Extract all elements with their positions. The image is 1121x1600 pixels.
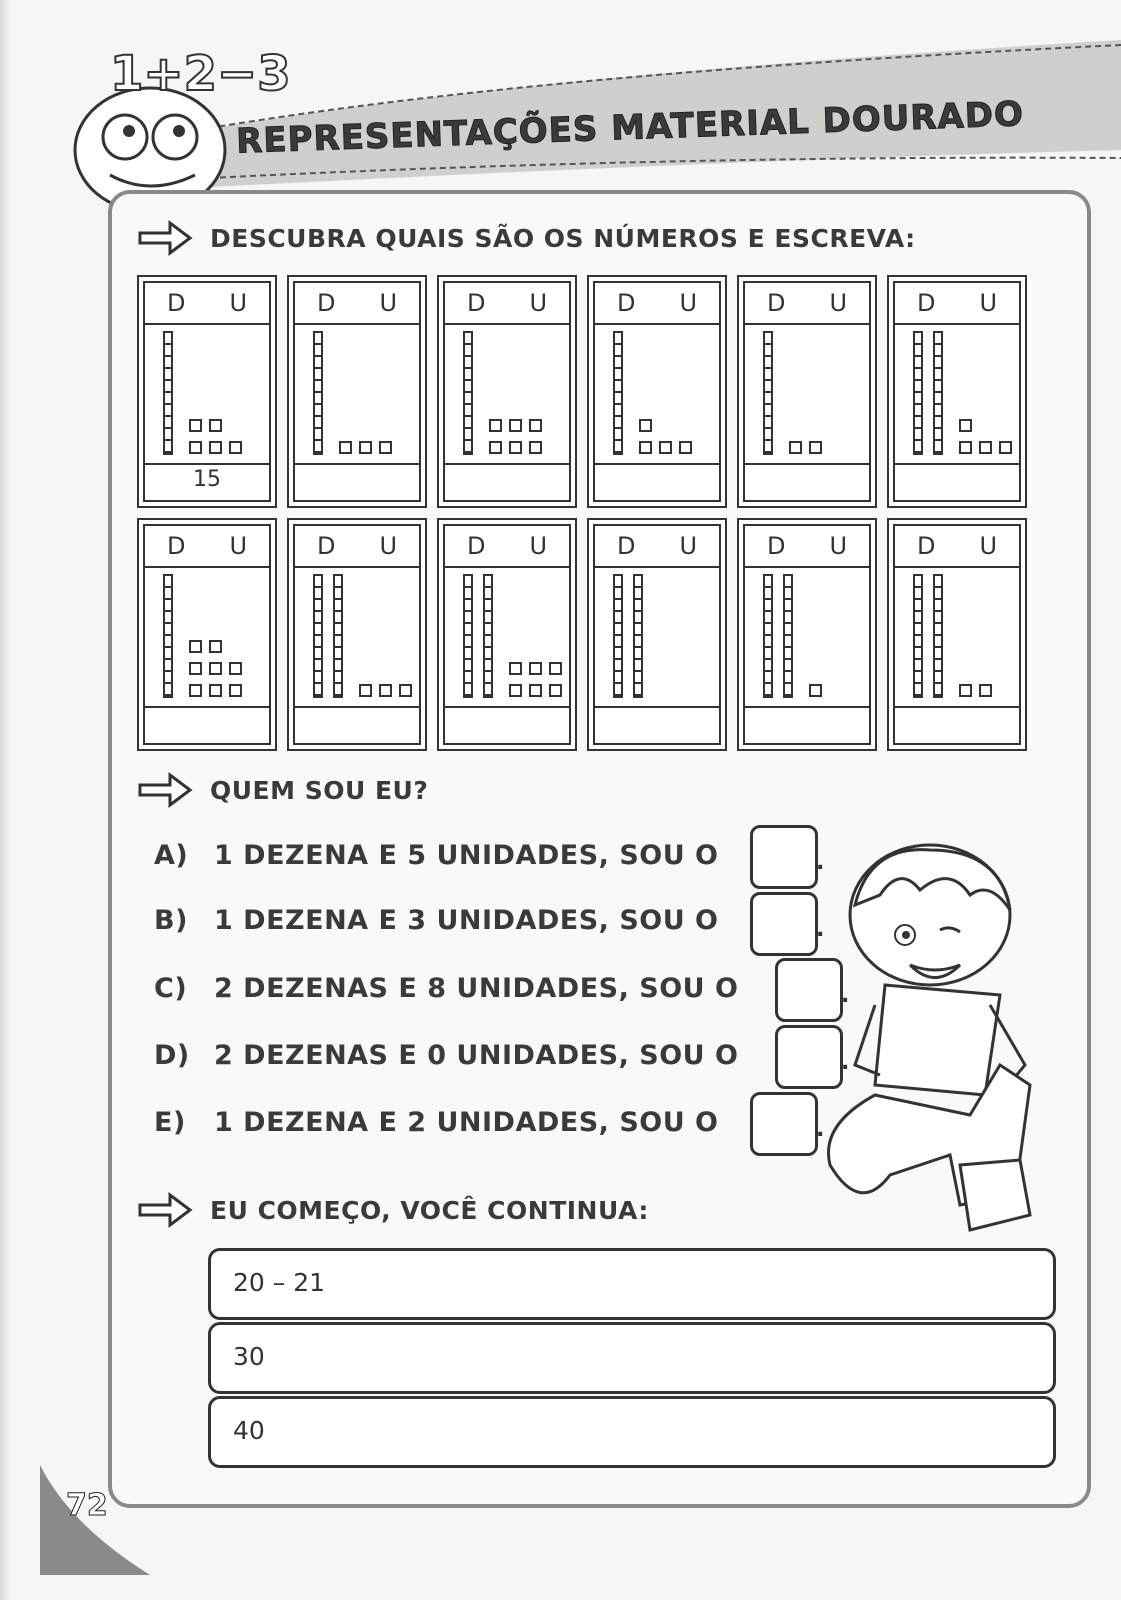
card-header: [145, 526, 269, 568]
unit-cube: [979, 684, 992, 697]
ten-rod: [163, 331, 173, 455]
column-tens-label: D: [766, 532, 786, 560]
question-letter: A): [154, 840, 189, 871]
unit-cube: [979, 441, 992, 454]
card-header: [745, 283, 869, 325]
section-title-quem-sou-eu: QUEM SOU EU?: [210, 776, 429, 805]
card-header: [595, 526, 719, 568]
column-tens-label: D: [616, 532, 636, 560]
answer-field[interactable]: [295, 702, 419, 743]
card-frame: [143, 524, 271, 745]
sequence-start: 30: [233, 1342, 265, 1371]
sequence-row[interactable]: [208, 1396, 1056, 1468]
blocks-area: [295, 568, 419, 708]
number-card: [737, 518, 877, 751]
question-text: 1 DEZENA E 3 UNIDADES, SOU O: [214, 905, 719, 936]
card-header: [295, 283, 419, 325]
page-title: REPRESENTAÇÕES MATERIAL DOURADO: [235, 94, 1025, 162]
unit-cube: [509, 419, 522, 432]
unit-cube: [229, 441, 242, 454]
question-letter: C): [154, 973, 188, 1004]
ten-rod: [933, 331, 943, 455]
answer-value: 15: [193, 467, 221, 492]
column-units-label: U: [829, 532, 848, 560]
answer-field[interactable]: [595, 702, 719, 743]
answer-field[interactable]: [745, 702, 869, 743]
card-frame: [743, 524, 871, 745]
number-card: [887, 518, 1027, 751]
column-tens-label: D: [316, 532, 336, 560]
period: .: [841, 1050, 850, 1075]
ten-rod: [313, 574, 323, 698]
period: .: [816, 917, 825, 942]
ten-rod: [913, 331, 923, 455]
blocks-area: [445, 568, 569, 708]
unit-cube: [789, 441, 802, 454]
answer-field[interactable]: [895, 459, 1019, 500]
unit-cube: [339, 441, 352, 454]
unit-cube: [959, 684, 972, 697]
number-card: [887, 275, 1027, 508]
unit-cube: [679, 441, 692, 454]
answer-field[interactable]: [445, 702, 569, 743]
column-tens-label: D: [766, 289, 786, 317]
column-units-label: U: [979, 532, 998, 560]
unit-cube: [639, 441, 652, 454]
question-c: [154, 973, 738, 1004]
unit-cube: [189, 441, 202, 454]
column-tens-label: D: [316, 289, 336, 317]
number-card: [737, 275, 877, 508]
unit-cube: [549, 684, 562, 697]
unit-cube: [489, 441, 502, 454]
unit-cube: [529, 441, 542, 454]
unit-cube: [379, 441, 392, 454]
sequence-start: 40: [233, 1416, 265, 1445]
unit-cube: [809, 684, 822, 697]
page-number: 72: [66, 1488, 108, 1523]
column-tens-label: D: [166, 532, 186, 560]
card-frame: [143, 281, 271, 502]
column-units-label: U: [529, 532, 548, 560]
unit-cube: [359, 441, 372, 454]
unit-cube: [529, 662, 542, 675]
card-frame: [443, 281, 571, 502]
card-frame: [593, 524, 721, 745]
card-row-1: [137, 275, 1027, 508]
unit-cube: [229, 684, 242, 697]
unit-cube: [359, 684, 372, 697]
ten-rod: [633, 574, 643, 698]
card-header: [595, 283, 719, 325]
boy-illustration: [800, 835, 1050, 1245]
answer-field[interactable]: [445, 459, 569, 500]
blocks-area: [895, 325, 1019, 465]
period: .: [816, 1117, 825, 1142]
blocks-area: [145, 325, 269, 465]
unit-cube: [399, 684, 412, 697]
sequence-row[interactable]: [208, 1248, 1056, 1320]
column-units-label: U: [379, 289, 398, 317]
column-units-label: U: [679, 289, 698, 317]
unit-cube: [189, 662, 202, 675]
sequence-start: 20 – 21: [233, 1268, 326, 1297]
ten-rod: [613, 574, 623, 698]
period: .: [816, 850, 825, 875]
question-e: [154, 1107, 719, 1138]
column-units-label: U: [379, 532, 398, 560]
ten-rod: [463, 574, 473, 698]
card-frame: [743, 281, 871, 502]
number-card: [287, 518, 427, 751]
blocks-area: [445, 325, 569, 465]
question-d: [154, 1040, 738, 1071]
unit-cube: [509, 684, 522, 697]
question-text: 2 DEZENAS E 0 UNIDADES, SOU O: [214, 1040, 739, 1071]
answer-field[interactable]: [895, 702, 1019, 743]
ten-rod: [163, 574, 173, 698]
blocks-area: [145, 568, 269, 708]
card-header: [895, 283, 1019, 325]
unit-cube: [509, 662, 522, 675]
unit-cube: [209, 684, 222, 697]
unit-cube: [529, 684, 542, 697]
blocks-area: [295, 325, 419, 465]
column-tens-label: D: [616, 289, 636, 317]
arrow-icon: [135, 218, 195, 258]
ten-rod: [313, 331, 323, 455]
ten-rod: [933, 574, 943, 698]
blocks-area: [595, 325, 719, 465]
blocks-area: [595, 568, 719, 708]
answer-field[interactable]: [595, 459, 719, 500]
card-frame: [443, 524, 571, 745]
card-frame: [893, 281, 1021, 502]
question-text: 2 DEZENAS E 8 UNIDADES, SOU O: [214, 973, 739, 1004]
number-card: [437, 275, 577, 508]
ten-rod: [613, 331, 623, 455]
arrow-icon: [135, 1190, 195, 1230]
column-tens-label: D: [466, 289, 486, 317]
card-frame: [293, 524, 421, 745]
unit-cube: [189, 419, 202, 432]
unit-cube: [659, 441, 672, 454]
card-header: [445, 283, 569, 325]
card-row-2: [137, 518, 1027, 751]
unit-cube: [189, 684, 202, 697]
column-units-label: U: [679, 532, 698, 560]
column-tens-label: D: [466, 532, 486, 560]
arrow-icon: [135, 770, 195, 810]
question-letter: D): [154, 1040, 190, 1071]
unit-cube: [379, 684, 392, 697]
column-units-label: U: [829, 289, 848, 317]
ten-rod: [763, 331, 773, 455]
question-text: 1 DEZENA E 5 UNIDADES, SOU O: [214, 840, 719, 871]
card-header: [145, 283, 269, 325]
sequence-row[interactable]: [208, 1322, 1056, 1394]
ten-rod: [913, 574, 923, 698]
number-card: [137, 518, 277, 751]
answer-field[interactable]: [145, 459, 269, 500]
card-header: [745, 526, 869, 568]
question-text: 1 DEZENA E 2 UNIDADES, SOU O: [214, 1107, 719, 1138]
number-card: [137, 275, 277, 508]
question-b: [154, 905, 719, 936]
number-card: [587, 518, 727, 751]
ten-rod: [333, 574, 343, 698]
unit-cube: [209, 662, 222, 675]
column-tens-label: D: [166, 289, 186, 317]
ten-rod: [483, 574, 493, 698]
card-frame: [593, 281, 721, 502]
unit-cube: [959, 441, 972, 454]
ten-rod: [763, 574, 773, 698]
question-a: [154, 840, 719, 871]
answer-field[interactable]: [145, 702, 269, 743]
unit-cube: [809, 441, 822, 454]
column-tens-label: D: [916, 289, 936, 317]
number-card: [437, 518, 577, 751]
blocks-area: [745, 325, 869, 465]
number-card: [287, 275, 427, 508]
page-edge: [0, 0, 10, 1600]
column-units-label: U: [229, 532, 248, 560]
card-header: [445, 526, 569, 568]
period: .: [841, 983, 850, 1008]
ten-rod: [783, 574, 793, 698]
card-header: [895, 526, 1019, 568]
unit-cube: [229, 662, 242, 675]
unit-cube: [209, 419, 222, 432]
unit-cube: [639, 419, 652, 432]
column-units-label: U: [529, 289, 548, 317]
ten-rod: [463, 331, 473, 455]
unit-cube: [529, 419, 542, 432]
question-letter: E): [154, 1107, 186, 1138]
section-title-descubra: DESCUBRA QUAIS SÃO OS NÚMEROS E ESCREVA:: [210, 224, 916, 253]
question-letter: B): [154, 905, 188, 936]
unit-cube: [209, 640, 222, 653]
number-card: [587, 275, 727, 508]
unit-cube: [209, 441, 222, 454]
logo-numbers: 1+2−3: [110, 46, 291, 102]
blocks-area: [895, 568, 1019, 708]
unit-cube: [509, 441, 522, 454]
unit-cube: [189, 640, 202, 653]
unit-cube: [999, 441, 1012, 454]
section-title-eu-comeco: EU COMEÇO, VOCÊ CONTINUA:: [210, 1196, 649, 1225]
answer-field[interactable]: [295, 459, 419, 500]
card-frame: [893, 524, 1021, 745]
answer-field[interactable]: [745, 459, 869, 500]
column-units-label: U: [979, 289, 998, 317]
card-header: [295, 526, 419, 568]
unit-cube: [959, 419, 972, 432]
card-frame: [293, 281, 421, 502]
unit-cube: [549, 662, 562, 675]
blocks-area: [745, 568, 869, 708]
column-units-label: U: [229, 289, 248, 317]
unit-cube: [489, 419, 502, 432]
column-tens-label: D: [916, 532, 936, 560]
